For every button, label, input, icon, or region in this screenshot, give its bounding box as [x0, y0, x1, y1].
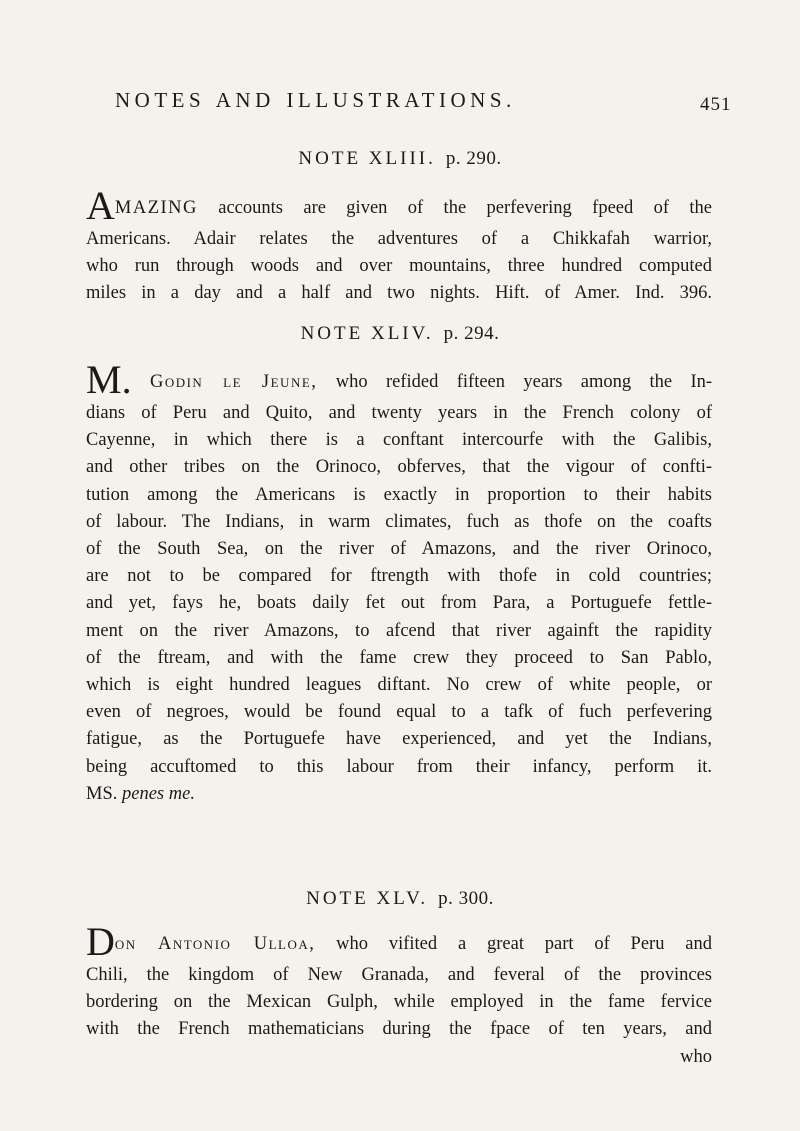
text-line: M. Godin le Jeune, who refided fifteen years among the In- [86, 357, 713, 402]
text-line: Cayenne, in which there is a conftant intercourfe with the Galibis, [86, 430, 712, 451]
running-title: NOTES AND ILLUSTRATIONS. [115, 88, 516, 112]
text-line: Chili, the kingdom of New Granada, and feveral of the provinces [86, 965, 712, 985]
note-heading [0, 148, 800, 170]
text-line: of the South Sea, on the river of Amazons, and the river Orinoco, [86, 539, 712, 560]
page-reference: p. 294. [443, 323, 500, 344]
text-line: and other tribes on the Orinoco, obferves, that the vigour of confti- [86, 457, 712, 478]
note-title: NOTE XLV. [306, 888, 429, 909]
page-reference: p. 290. [445, 148, 502, 169]
note-paragraph [86, 183, 712, 308]
text-line: Americans. Adair relates the adventures of a Chikkafah warrior, [86, 229, 712, 249]
text-line: tution among the Americans is exactly in proportion to their habits [86, 484, 712, 505]
text-line: AMAZING accounts are given of the perfevering fpeed of the [86, 183, 712, 228]
note-paragraph [86, 357, 713, 808]
page-number: 451 [700, 94, 732, 115]
note-paragraph [86, 919, 712, 1071]
text-line: and yet, fays he, boats daily fet out from Para, a Portuguefe fettle- [86, 593, 712, 614]
text-line: dians of Peru and Quito, and twenty years in the French colony of [86, 403, 712, 423]
text-line: MS. penes me. [86, 783, 195, 804]
page-reference: p. 300. [438, 888, 494, 909]
note-title: NOTE XLIII. [298, 148, 436, 169]
note-heading [0, 323, 800, 345]
note-heading [0, 888, 800, 910]
drop-cap: M. [86, 357, 132, 402]
note-title: NOTE XLIV. [300, 323, 434, 344]
text-line: of labour. The Indians, in warm climates, fuch as thofe on the coafts [86, 511, 712, 532]
text-line: miles in a day and a half and two nights. Hift. of Amer. Ind. 396. [86, 283, 712, 304]
text-line: with the French mathematicians during the fpace of ten years, and [86, 1019, 712, 1040]
drop-cap: A [86, 183, 115, 228]
text-line: Don Antonio Ulloa, who vifited a great part of Peru and [86, 919, 712, 964]
text-line: ment on the river Amazons, to afcend that river againft the rapidity [86, 620, 712, 641]
drop-cap: D [86, 919, 115, 964]
text-line: of the ftream, and with the fame crew they proceed to San Pablo, [86, 647, 712, 668]
text-line: fatigue, as the Portuguefe have experienced, and yet the Indians, [86, 729, 712, 750]
text-line: being accuftomed to this labour from their infancy, perform it. [86, 756, 712, 777]
text-line: which is eight hundred leagues diftant. No crew of white people, or [86, 675, 712, 696]
text-line: who run through woods and over mountains, three hundred computed [86, 256, 712, 277]
text-line: are not to be compared for ftrength with thofe in cold countries; [86, 566, 712, 587]
text-line: bordering on the Mexican Gulph, while employed in the fame fervice [86, 992, 712, 1013]
text-line: even of negroes, would be found equal to a tafk of fuch perfevering [86, 702, 712, 723]
catchword: who [680, 1046, 712, 1067]
